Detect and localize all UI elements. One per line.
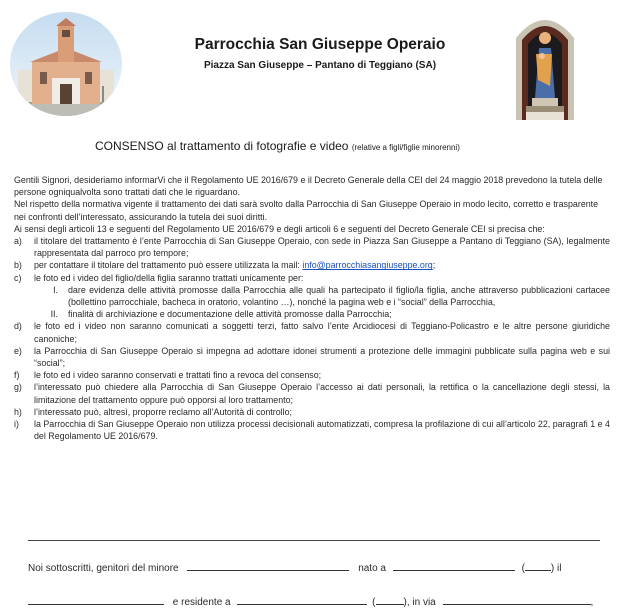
form-label: e residente a	[172, 597, 231, 608]
list-marker: b)	[14, 260, 22, 271]
intro-paragraph: Nel rispetto della normativa vigente il trattamento dei dati sarà svolto dalla Parrocchia di San Giuseppe Operaio in modo lecito, corretto e trasparente nei confronti dell’interessato, assicurando la tutela dei suoi diritti.	[14, 199, 599, 222]
list-marker: g)	[14, 382, 22, 393]
list-marker: h)	[14, 406, 22, 417]
form-label: ,	[590, 597, 594, 608]
list-item-c	[14, 272, 610, 321]
list-item-text	[34, 259, 610, 271]
consent-heading-note: (relative a figli/figlie minorenni)	[351, 143, 460, 152]
list-marker: e)	[14, 345, 22, 356]
list-item-text: la Parrocchia di San Giuseppe Operaio si impegna ad adottare idonei strumenti a protezione delle immagini pubblicate sulla pagina web e sui “social”;	[34, 345, 610, 369]
sublist-item	[34, 308, 610, 320]
minor-name-field[interactable]	[187, 560, 349, 571]
form-paren: )	[550, 563, 555, 574]
list-item-b	[14, 259, 610, 271]
list-item-h	[14, 406, 610, 418]
sublist-item	[34, 284, 610, 308]
list-item-d	[14, 320, 610, 344]
list-item-e	[14, 345, 610, 369]
consent-heading-rest: al trattamento di fotografie e video	[167, 139, 349, 153]
form-label: il	[557, 563, 562, 574]
list-item-i	[14, 418, 610, 442]
form-label: nato a	[358, 563, 386, 574]
residence-field[interactable]	[237, 594, 367, 605]
form-paren: (	[521, 563, 525, 574]
sublist-item-text: finalità di archiviazione e documentazione delle attività promosse dalla Parrocchia;	[68, 309, 392, 320]
list-marker: d)	[14, 321, 22, 332]
list-item-text: le foto ed i video non saranno comunicati a soggetti terzi, fatto salvo l’ente Arcidiocesi di Teggiano-Policastro e le altre persone giuridiche canoniche;	[34, 321, 610, 344]
intro-paragraph: Gentili Signori, desideriamo informarVi che il Regolamento UE 2016/679 e il Decreto Generale della CEI del 24 maggio 2018 prevedono la tutela delle persone ogniqualvolta sono trattati dati che le riguardano.	[14, 175, 603, 198]
form-label: ), in via	[403, 597, 436, 608]
consent-heading-main: CONSENSO	[95, 139, 164, 153]
list-item-end: ;	[432, 260, 436, 271]
birth-date-field[interactable]	[28, 594, 164, 605]
section-divider	[28, 540, 600, 541]
list-item-g	[14, 381, 610, 405]
saint-statue-photo	[512, 8, 578, 120]
birthplace-field[interactable]	[393, 560, 515, 571]
sublist-marker: I.	[53, 284, 58, 295]
list-item-text: l’interessato può chiedere alla Parrocchia di San Giuseppe Operaio l’accesso ai dati personali, la rettifica o la cancellazione degli stessi, la limitazione del trattamento oppure può opporsi al loro trattamento;	[34, 382, 610, 405]
list-item-text: la Parrocchia di San Giuseppe Operaio non utilizza processi decisionali automatizzati, compresa la profilazione di cui all’articolo 22, paragrafi 1 e 4 del Regolamento UE 2016/679.	[34, 419, 610, 442]
list-marker: i)	[14, 419, 19, 430]
form-line-2	[28, 594, 593, 608]
birth-province-field[interactable]	[525, 560, 551, 571]
list-item-text: le foto ed i video saranno conservati e trattati fino a revoca del consenso;	[34, 370, 322, 381]
list-marker: f)	[14, 370, 20, 381]
list-item-text: il titolare del trattamento è l’ente Parrocchia di San Giuseppe Operaio, con sede in Piazza San Giuseppe a Pantano di Teggiano (SA), legalmente rappresentata dal parroco pro tempore;	[34, 236, 610, 259]
form-line-1	[28, 560, 561, 574]
consent-heading	[95, 139, 535, 153]
sublist-item-text: dare evidenza delle attività promosse dalla Parrocchia alle quali ha partecipato il figlio/la figlia, anche attraverso pubblicazioni cartacee (bollettino parrocchiale, bacheca in oratorio, volantino …), nonché la pagina web e i “social” della Parrocchia,	[68, 284, 610, 308]
list-item-text	[34, 272, 610, 321]
purpose-sublist	[34, 284, 610, 321]
church-photo	[10, 12, 122, 116]
list-item-text-part: per contattare il titolare del trattamento può essere utilizzata la mail:	[34, 260, 300, 271]
sublist-marker: II.	[50, 309, 58, 320]
disclosure-list	[14, 235, 610, 442]
list-item-a	[14, 235, 610, 259]
form-label: Noi sottoscritti, genitori del minore	[28, 563, 179, 574]
page-subtitle: Piazza San Giuseppe – Pantano di Teggiano (SA)	[203, 60, 437, 71]
residence-province-field[interactable]	[376, 594, 404, 605]
page-title: Parrocchia San Giuseppe Operaio	[194, 36, 446, 53]
list-marker: a)	[14, 236, 22, 247]
document-body	[14, 174, 610, 442]
email-link[interactable]: info@parrocchiasangiuseppe.org	[302, 260, 433, 271]
list-marker: c)	[14, 272, 22, 283]
form-paren: (	[372, 597, 376, 608]
list-item-f	[14, 369, 610, 381]
intro-paragraph: Ai sensi degli articoli 13 e seguenti del Regolamento UE 2016/679 e degli articoli 6 e seguenti del Decreto Generale CEI si precisa che:	[14, 223, 545, 234]
list-item-text: l’interessato può, altresì, proporre reclamo all’Autorità di controllo;	[34, 406, 292, 417]
list-item-text-part: le foto ed i video del figlio/della figlia saranno trattati unicamente per:	[34, 272, 304, 283]
street-field[interactable]	[443, 594, 591, 605]
